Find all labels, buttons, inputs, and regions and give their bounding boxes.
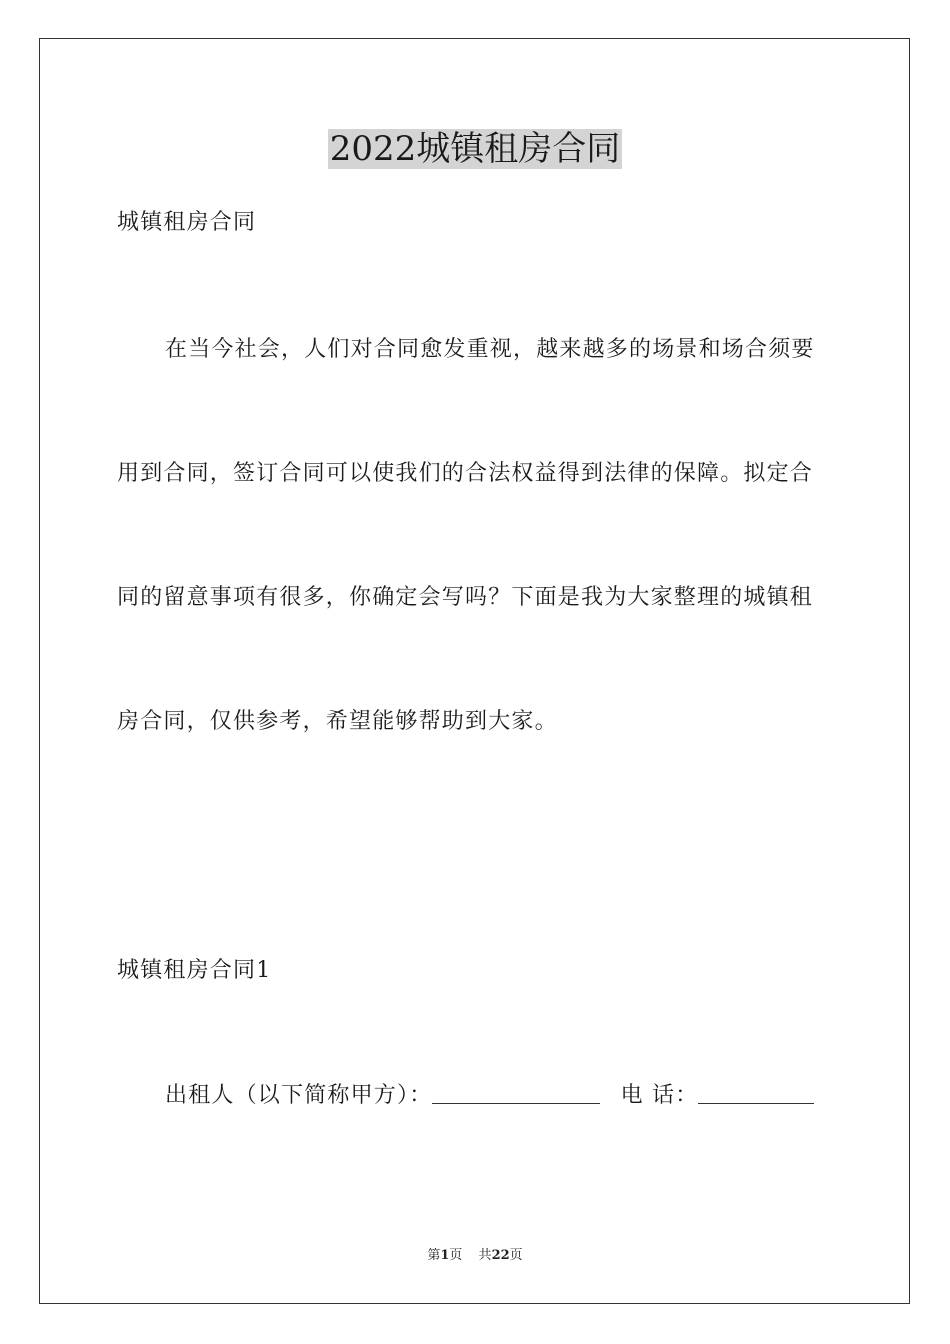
page-footer bbox=[0, 1247, 950, 1265]
intro-line-3: 同的留意事项有很多，你确定会写吗？下面是我为大家整理的城镇租 bbox=[117, 585, 814, 610]
intro-line-1: 在当今社会，人们对合同愈发重视，越来越多的场景和场合须要 bbox=[165, 337, 815, 362]
document-subtitle: 城镇租房合同 bbox=[117, 210, 257, 235]
footer-page-number: 1 bbox=[440, 1248, 450, 1263]
lessor-name-blank bbox=[432, 1081, 600, 1104]
phone-label: 电 话： bbox=[620, 1083, 699, 1108]
footer-page-prefix: 第 bbox=[427, 1248, 441, 1263]
footer-total-suffix: 页 bbox=[509, 1248, 523, 1263]
footer-total-pages: 22 bbox=[491, 1248, 510, 1263]
footer-total-prefix: 共 bbox=[478, 1248, 492, 1263]
section-heading: 城镇租房合同1 bbox=[117, 958, 272, 983]
intro-line-4: 房合同，仅供参考，希望能够帮助到大家。 bbox=[117, 709, 558, 734]
intro-line-2: 用到合同，签订合同可以使我们的合法权益得到法律的保障。拟定合 bbox=[117, 461, 814, 486]
footer-page-suffix: 页 bbox=[449, 1248, 463, 1263]
phone-blank bbox=[698, 1081, 814, 1104]
lessor-label: 出租人（以下简称甲方）： bbox=[165, 1083, 433, 1108]
document-title bbox=[0, 126, 950, 172]
lessor-row bbox=[165, 1081, 814, 1111]
document-title-text: 2022城镇租房合同 bbox=[329, 129, 621, 169]
